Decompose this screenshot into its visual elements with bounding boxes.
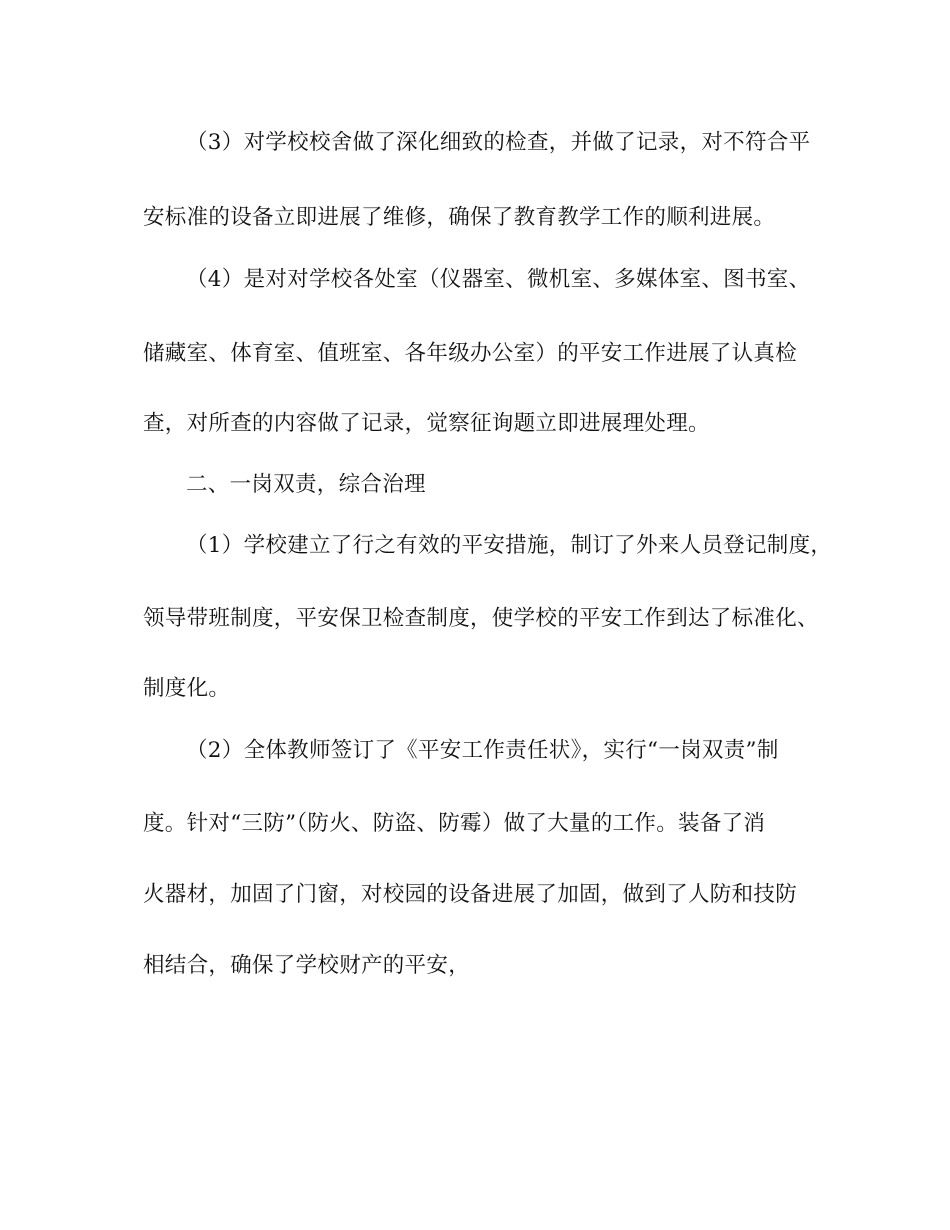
paragraph-line: 查，对所查的内容做了记录，觉察征询题立即进展理处理。 — [143, 411, 710, 436]
section-heading: 二、一岗双责，综合治理 — [186, 472, 426, 497]
paragraph-line: （3）对学校校舍做了深化细致的检查，并做了记录，对不符合平 — [186, 130, 811, 155]
paragraph-line: 度。针对“三防”（防火、防盗、防霉）做了大量的工作。装备了消 — [143, 811, 766, 836]
paragraph-line: 相结合，确保了学校财产的平安， — [143, 953, 471, 978]
paragraph-line: 储藏室、体育室、值班室、各年级办公室）的平安工作进展了认真检 — [143, 341, 798, 366]
paragraph-line: 制度化。 — [143, 676, 231, 701]
paragraph-line: （1）学校建立了行之有效的平安措施，制订了外来人员登记制度， — [186, 533, 833, 558]
paragraph-line: （4）是对对学校各处室（仪器室、微机室、多媒体室、图书室、 — [186, 267, 811, 292]
paragraph-line: （2）全体教师签订了《平安工作责任状》，实行“一岗双责”制 — [186, 738, 779, 763]
paragraph-line: 安标准的设备立即进展了维修，确保了教育教学工作的顺利进展。 — [143, 205, 776, 230]
paragraph-line: 火器材，加固了门窗，对校园的设备进展了加固，做到了人防和技防 — [143, 882, 798, 907]
paragraph-line: 领导带班制度，平安保卫检查制度，使学校的平安工作到达了标准化、 — [143, 606, 819, 631]
